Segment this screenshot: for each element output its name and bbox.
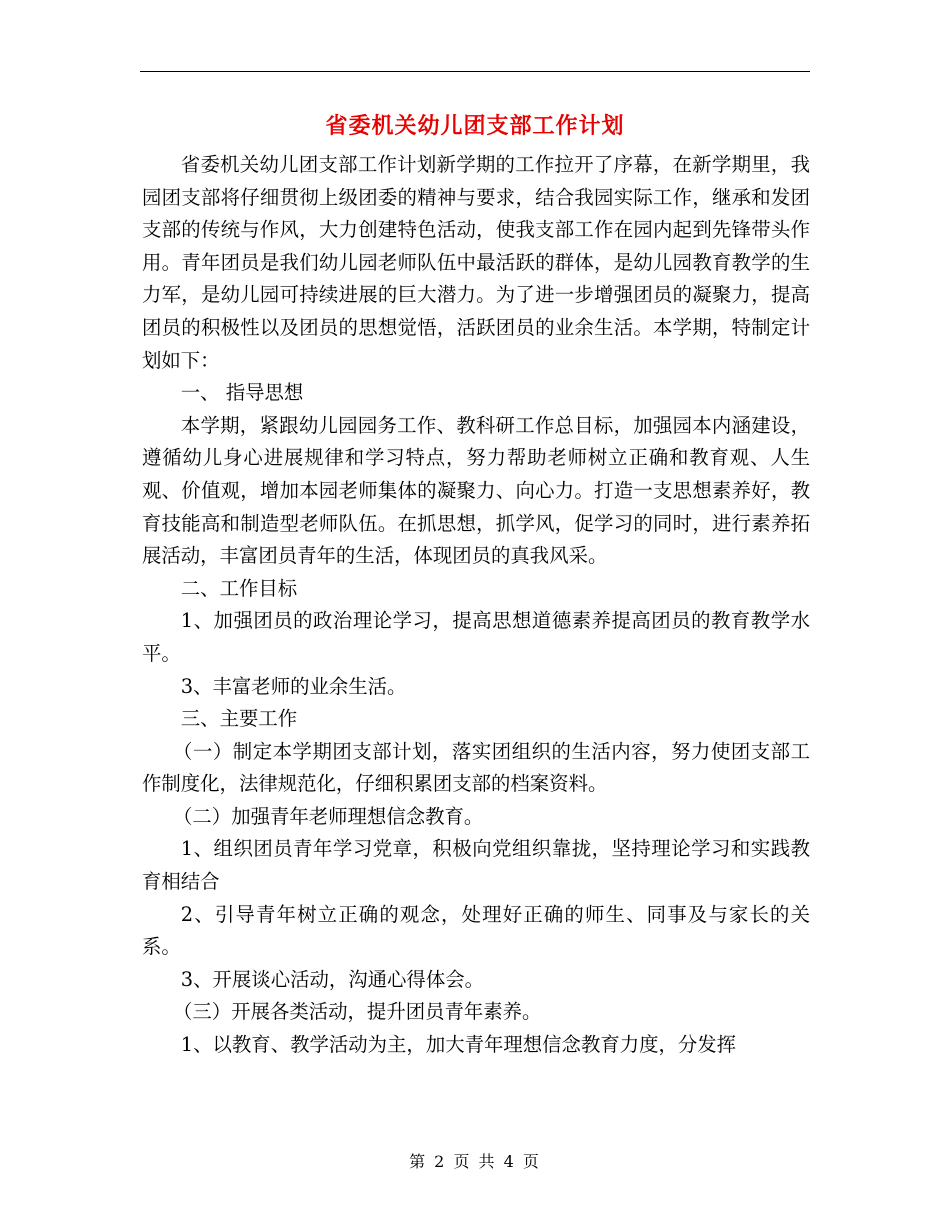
section-heading-guiding-ideology: 一、 指导思想 bbox=[180, 381, 304, 405]
main-work-item-1: （一）制定本学期团支部计划，落实团组织的生活内容，努力使团支部工作制度化，法律规范化，仔细积累团支部的档案资料。 bbox=[142, 739, 810, 796]
document-title: 省委机关幼儿团支部工作计划 bbox=[325, 113, 625, 139]
work-goal-item-1: 1、加强团员的政治理论学习，提高思想道德素养提高团员的教育教学水平。 bbox=[142, 609, 810, 665]
main-work-item-2: （二）加强青年老师理想信念教育。 bbox=[173, 804, 484, 828]
header-rule bbox=[140, 71, 810, 72]
ideal-belief-item-1: 1、组织团员青年学习党章，积极向党组织靠拢，坚持理论学习和实践教育相结合 bbox=[142, 837, 810, 894]
intro-paragraph: 省委机关幼儿团支部工作计划新学期的工作拉开了序幕，在新学期里，我园团支部将仔细贯彻上级团委的精神与要求，结合我园实际工作，继承和发团支部的传统与作风，大力创建特色活动，使我支部工作在园内起到先锋带头作用。青年团员是我们幼儿园老师队伍中最活跃的群体，是幼儿园教育教学的生力军，是幼儿园可持续进展的巨大潜力。为了进一步增强团员的凝聚力，提高团员的积极性以及团员的思想觉悟，活跃团员的业余生活。本学期，特制定计划如下： bbox=[142, 153, 810, 372]
activity-item-1: 1、以教育、教学活动为主，加大青年理想信念教育力度，分发挥 bbox=[180, 1033, 737, 1057]
page-footer: 第 2 页 共 4 页 bbox=[409, 1152, 541, 1171]
section-heading-work-goals: 二、工作目标 bbox=[180, 576, 298, 600]
section-heading-main-work: 三、主要工作 bbox=[180, 707, 298, 731]
ideal-belief-item-3: 3、开展谈心活动，沟通心得体会。 bbox=[180, 967, 484, 991]
guiding-ideology-paragraph: 本学期，紧跟幼儿园园务工作、教科研工作总目标，加强园本内涵建设，遵循幼儿身心进展规律和学习特点，努力帮助老师树立正确和教育观、人生观、价值观，增加本园老师集体的凝聚力、向心力。打造一支思想素养好，教育技能高和制造型老师队伍。在抓思想，抓学风，促学习的同时，进行素养拓展活动，丰富团员青年的生活，体现团员的真我风采。 bbox=[142, 413, 810, 568]
work-goal-item-3: 3、丰富老师的业余生活。 bbox=[180, 674, 407, 698]
main-work-item-3: （三）开展各类活动，提升团员青年素养。 bbox=[173, 1000, 542, 1024]
ideal-belief-item-2: 2、引导青年树立正确的观念，处理好正确的师生、同事及与家长的关系。 bbox=[142, 902, 810, 959]
document-body bbox=[142, 149, 810, 1062]
